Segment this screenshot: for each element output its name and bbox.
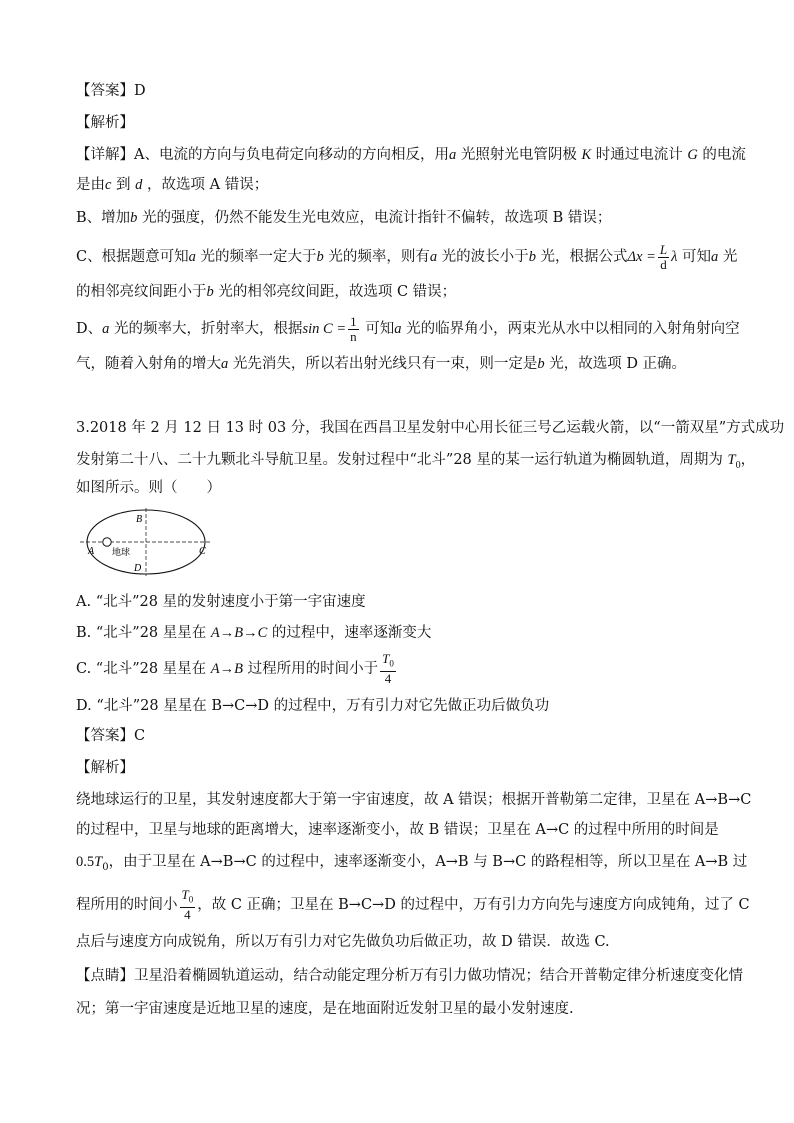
text: 光的临界角小，两束光从水中以相同的入射角射向空 [401, 321, 740, 337]
math-a: a [448, 147, 457, 163]
denominator: d [660, 256, 667, 272]
text: 的相邻亮纹间距小于 [76, 284, 207, 300]
answer-value: D [134, 83, 146, 99]
math-a: a [102, 321, 110, 337]
text: C. “北斗”28 星星在 [76, 660, 211, 677]
denominator: 4 [184, 906, 191, 922]
text: 光先消失，所以若出射光线只有一束，则一定是 [228, 356, 538, 372]
text: 可知 [360, 321, 395, 337]
math-b: b [537, 356, 545, 372]
denominator: 4 [384, 670, 392, 686]
fraction-L-over-d [658, 243, 669, 272]
q3-comment-line-1 [76, 966, 743, 986]
label-C: C [199, 546, 206, 557]
math-G: G [687, 147, 698, 163]
text: 光，根据公式 [535, 249, 628, 265]
answer-label: 【答案】 [76, 728, 134, 744]
text: B、增加 [76, 210, 131, 226]
text: D、 [76, 321, 103, 337]
label-D: D [134, 563, 142, 574]
q2-detail-line-4 [76, 242, 737, 272]
q3-analysis-line-2: 的过程中，卫星与地球的距离增大，速率逐渐变小，故 B 错误；卫星在 A→C 的过程中所用的时间是 [76, 822, 719, 838]
math-b: b [528, 249, 536, 265]
option-d: D. “北斗”28 星星在 B→C→D 的过程中，万有引力对它先做正功后做负功 [76, 698, 550, 714]
text: 光照射光电管阴极 [456, 147, 582, 163]
text: 光，故选项 D 正确。 [544, 356, 687, 372]
answer-label: 【答案】 [76, 83, 134, 99]
numerator: 1 [350, 313, 357, 329]
math-T: T [94, 854, 103, 870]
math-a: a [394, 321, 402, 337]
text: 到 [111, 177, 136, 193]
fraction-T0-over-4 [380, 652, 396, 686]
math-b: b [130, 210, 138, 226]
text: 光的波长小于 [437, 249, 529, 265]
math-sin-c: sin C = [302, 321, 347, 337]
denominator: n [350, 328, 357, 344]
text: A、电流的方向与负电荷定向移动的方向相反，用 [134, 147, 449, 163]
q2-detail-line-3 [76, 208, 611, 228]
math-K: K [581, 147, 592, 163]
text: ，由于卫星在 A→B→C 的过程中，速率逐渐变小，A→B 与 B→C 的路程相等，所以卫星在 A→B 过 [108, 854, 748, 870]
q3-analysis-line-1: 绕地球运行的卫星，其发射速度都大于第一宇宙速度，故 A 错误；根据开普勒第二定律，卫星在 A→B→C [76, 792, 752, 808]
text: C、根据题意可知 [76, 249, 189, 265]
fraction-1-over-n [348, 315, 359, 344]
label-B: B [136, 514, 143, 525]
q2-detail-line-7 [76, 354, 686, 374]
q3-stem-line-1: 3.2018 年 2 月 12 日 13 时 03 分，我国在西昌卫星发射中心用长征三号乙运载火箭，以“一箭双星”方式成功 [76, 420, 785, 436]
math-a: a [429, 249, 438, 265]
text: 气，随着入射角的增大 [76, 356, 221, 372]
text: 光的频率，则有 [323, 249, 430, 265]
text: 光 [718, 249, 738, 265]
q2-detail-line-1 [76, 145, 746, 165]
text: ，故 C 正确；卫星在 B→C→D 的过程中，万有引力方向先与速度方向成钝角，过了 C [197, 896, 750, 913]
math-0-5: 0.5 [76, 854, 95, 870]
math-a: a [221, 356, 229, 372]
text: 时通过电流计 [591, 147, 688, 163]
math-path: A→B [210, 660, 244, 677]
text: 卫星沿着椭圆轨道运动，结合动能定理分析万有引力做功情况；结合开普勒定律分析速度变化情 [134, 968, 743, 984]
text: 光的相邻亮纹间距，故选项 C 错误； [213, 284, 457, 300]
q3-analysis-line-3 [76, 852, 747, 878]
text: 光的频率一定大于 [195, 249, 317, 265]
q3-comment-line-2: 况；第一宇宙速度是近地卫星的速度，是在地面附近发射卫星的最小发射速度. [76, 1001, 574, 1017]
math-T: T [727, 452, 736, 468]
text: 光的强度，仍然不能发生光电效应，电流计指针不偏转，故选项 B 错误； [137, 210, 612, 226]
q3-stem-line-2 [76, 450, 755, 476]
q2-answer [76, 81, 146, 101]
text: 光的频率大，折射率大，根据 [109, 321, 303, 337]
option-c [76, 652, 398, 686]
earth-label: 地球 [112, 548, 131, 558]
answer-value: C [134, 728, 146, 744]
subscript-0: 0 [188, 894, 194, 905]
q2-detail-line-5 [76, 282, 456, 302]
math-a: a [188, 249, 196, 265]
numerator: T [181, 887, 189, 902]
numerator: T [382, 651, 390, 666]
math-b: b [206, 284, 214, 300]
subscript-0: 0 [735, 459, 741, 471]
math-c: c [105, 177, 112, 193]
math-d: d [135, 177, 143, 193]
text: 发射第二十八、二十九颗北斗导航卫星。发射过程中“北斗”28 星的某一运行轨道为椭圆轨道，周期为 [76, 452, 728, 468]
text: B. “北斗”28 星星在 [76, 625, 211, 641]
q2-detail-line-6 [76, 314, 740, 344]
q3-analysis-line-5: 点后与速度方向成锐角，所以万有引力对它先做负功后做正功，故 D 错误．故选 C. [76, 934, 610, 950]
fraction-T0-over-4 [180, 888, 196, 922]
q3-analysis-label: 【解析】 [76, 760, 134, 776]
label-A: A [88, 546, 95, 557]
text: 过程所用的时间小于 [243, 660, 379, 677]
earth-icon [103, 538, 111, 546]
detail-label: 【详解】 [76, 147, 134, 163]
text: 的电流 [697, 147, 746, 163]
math-b: b [316, 249, 324, 265]
text: 的过程中，速率逐渐变大 [267, 625, 432, 641]
q3-stem-line-3: 如图所示。则（ ） [76, 480, 221, 496]
q2-detail-line-2 [76, 175, 268, 195]
numerator: L [659, 241, 668, 257]
text: ，故选项 A 错误； [142, 177, 269, 193]
math-delta-x: Δx = [627, 249, 656, 265]
text: 是由 [76, 177, 105, 193]
math-lambda: λ [671, 249, 678, 265]
text: ， [740, 452, 756, 468]
q3-answer [76, 726, 145, 746]
orbit-diagram [76, 506, 216, 578]
option-a: A. “北斗”28 星的发射速度小于第一宇宙速度 [76, 594, 366, 610]
math-path: A→B→C [210, 625, 268, 641]
comment-label: 【点睛】 [76, 968, 134, 984]
text: 程所用的时间小 [76, 896, 178, 913]
option-b [76, 623, 431, 643]
q2-analysis-label: 【解析】 [76, 115, 134, 131]
subscript-0: 0 [389, 658, 394, 669]
q3-analysis-line-4 [76, 888, 750, 922]
subscript-0: 0 [102, 861, 109, 873]
math-a: a [711, 249, 719, 265]
text: 可知 [677, 249, 712, 265]
